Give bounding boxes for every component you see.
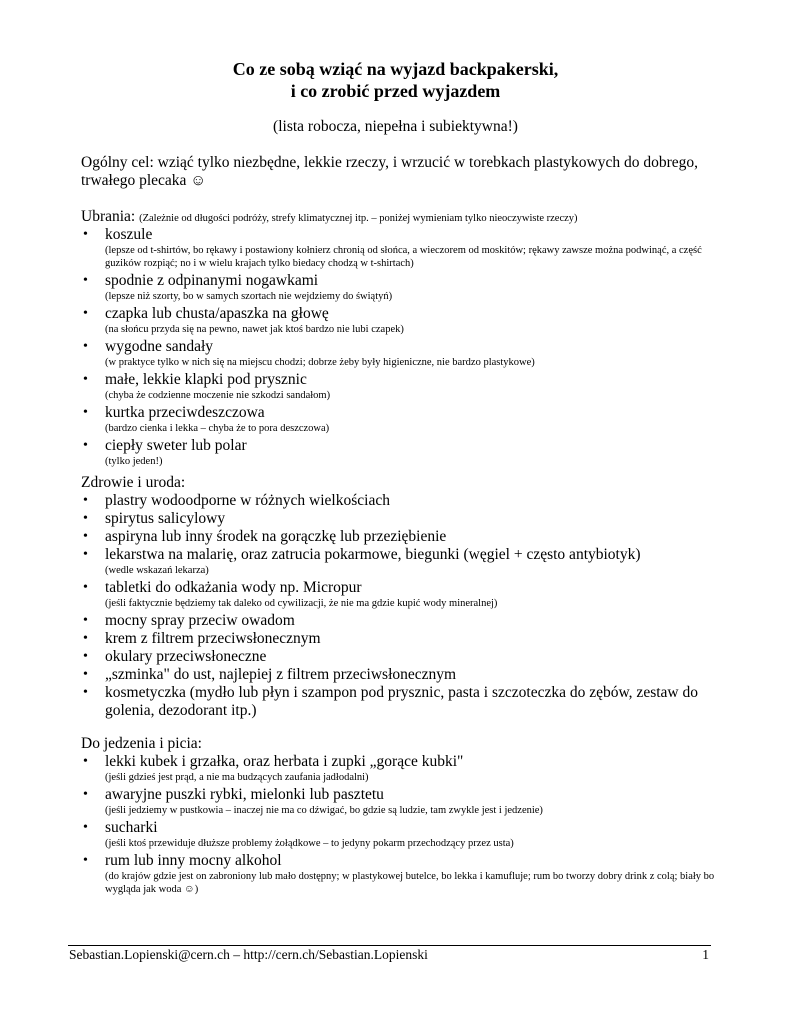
bullet-icon: • <box>83 649 88 664</box>
bullet-icon: • <box>83 580 88 595</box>
list-item-note: (jeśli ktoś przewiduje dłuższe problemy żołądkowe – to jedyny pokarm przechodzący przez usta) <box>105 838 514 849</box>
bullet-icon: • <box>83 631 88 646</box>
document-subtitle: (lista robocza, niepełna i subiektywna!) <box>273 118 518 135</box>
bullet-icon: • <box>83 754 88 769</box>
list-item <box>81 786 721 817</box>
list-item <box>81 579 721 610</box>
list-item <box>81 528 721 546</box>
list-item-note: (tylko jeden!) <box>105 456 163 467</box>
list-item <box>81 272 721 303</box>
list-item-note: (jeśli faktycznie będziemy tak daleko od cywilizacji, że nie ma gdzie kupić wody mineralnej) <box>105 598 498 609</box>
list-item <box>81 852 721 896</box>
list-item <box>81 648 721 666</box>
list-item-text: awaryjne puszki rybki, mielonki lub pasztetu <box>105 786 384 803</box>
bullet-icon: • <box>83 227 88 242</box>
list-item-note: (lepsze od t-shirtów, bo rękawy i postawiony kołnierz chronią od słońca, a wieczorem od moskitów; rękawy zawsze można podwinąć, a część guzików rozpiąć; no i w wielu krajach tylko biedacy chodzą w t-shirtach) <box>105 245 702 269</box>
list-item-text: koszule <box>105 226 153 243</box>
list-item-text: krem z filtrem przeciwsłonecznym <box>105 630 321 647</box>
list-item <box>81 226 721 270</box>
list-item-text: mocny spray przeciw owadom <box>105 612 295 629</box>
list-item <box>81 492 721 510</box>
list-item-text: małe, lekkie klapki pod prysznic <box>105 371 307 388</box>
list-item-text: „szminka" do ust, najlepiej z filtrem przeciwsłonecznym <box>105 666 457 683</box>
clothing-heading-note: (Zależnie od długości podróży, strefy klimatycznej itp. – poniżej wymieniam tylko nieoczywiste rzeczy) <box>139 213 578 224</box>
bullet-icon: • <box>83 372 88 387</box>
bullet-icon: • <box>83 547 88 562</box>
list-item <box>81 546 721 577</box>
list-item <box>81 437 721 468</box>
bullet-icon: • <box>83 853 88 868</box>
bullet-icon: • <box>83 685 88 700</box>
bullet-icon: • <box>83 493 88 508</box>
list-item-note: (wedle wskazań lekarza) <box>105 565 209 576</box>
footer-author-link[interactable]: Sebastian.Lopienski@cern.ch – http://cern.ch/Sebastian.Lopienski <box>69 947 428 962</box>
list-item-note: (chyba że codzienne moczenie nie szkodzi sandałom) <box>105 390 331 401</box>
list-item-text: ciepły sweter lub polar <box>105 437 247 454</box>
bullet-icon: • <box>83 306 88 321</box>
list-item-text: czapka lub chusta/apaszka na głowę <box>105 305 329 322</box>
goal-paragraph: Ogólny cel: wziąć tylko niezbędne, lekkie rzeczy, i wrzucić w torebkach plastykowych do dobrego, trwałego plecaka ☺ <box>81 154 699 189</box>
bullet-icon: • <box>83 529 88 544</box>
clothing-heading-row <box>81 208 721 228</box>
list-item-text: lekarstwa na malarię, oraz zatrucia pokarmowe, biegunki (węgiel + często antybiotyk) <box>105 546 641 563</box>
list-item-note: (jeśli jedziemy w pustkowia – inaczej nie ma co dźwigać, bo gdzie są ludzie, tam zwykle jest i jedzenie) <box>105 805 543 816</box>
page-number: 1 <box>702 947 709 962</box>
bullet-icon: • <box>83 820 88 835</box>
list-item <box>81 684 721 720</box>
list-item-text: spirytus salicylowy <box>105 510 226 527</box>
list-item-text: rum lub inny mocny alkohol <box>105 852 282 869</box>
bullet-icon: • <box>83 511 88 526</box>
bullet-icon: • <box>83 405 88 420</box>
list-item <box>81 371 721 402</box>
list-item-text: wygodne sandały <box>105 338 214 355</box>
document-title <box>0 58 791 102</box>
bullet-icon: • <box>83 273 88 288</box>
list-item-text: sucharki <box>105 819 158 836</box>
list-item-text: okulary przeciwsłoneczne <box>105 648 267 665</box>
footer-divider <box>68 945 711 946</box>
food-heading: Do jedzenia i picia: <box>81 735 202 752</box>
list-item-note: (na słońcu przyda się na pewno, nawet jak ktoś bardzo nie lubi czapek) <box>105 324 404 335</box>
list-item <box>81 510 721 528</box>
list-item-text: aspiryna lub inny środek na gorączkę lub przeziębienie <box>105 528 447 545</box>
list-item <box>81 404 721 435</box>
list-item-text: kosmetyczka (mydło lub płyn i szampon pod prysznic, pasta i szczoteczka do zębów, zestaw do golenia, dezodorant itp.) <box>105 684 698 719</box>
list-item <box>81 819 721 850</box>
list-item <box>81 305 721 336</box>
list-item-text: kurtka przeciwdeszczowa <box>105 404 265 421</box>
health-heading: Zdrowie i uroda: <box>81 474 186 491</box>
list-item <box>81 612 721 630</box>
health-list <box>81 492 721 720</box>
list-item <box>81 338 721 369</box>
clothing-heading: Ubrania: <box>81 208 136 225</box>
bullet-icon: • <box>83 613 88 628</box>
list-item <box>81 753 721 784</box>
list-item-text: spodnie z odpinanymi nogawkami <box>105 272 319 289</box>
title-line-2: i co zrobić przed wyjazdem <box>290 81 501 101</box>
list-item <box>81 666 721 684</box>
list-item-note: (jeśli gdzieś jest prąd, a nie ma budzących zaufania jadłodalni) <box>105 772 369 783</box>
list-item-text: lekki kubek i grzałka, oraz herbata i zupki „gorące kubki" <box>105 753 464 770</box>
list-item-note: (bardzo cienka i lekka – chyba że to pora deszczowa) <box>105 423 330 434</box>
list-item-note: (lepsze niż szorty, bo w samych szortach nie wejdziemy do świątyń) <box>105 291 393 302</box>
bullet-icon: • <box>83 667 88 682</box>
title-line-1: Co ze sobą wziąć na wyjazd backpakerski, <box>232 59 559 79</box>
bullet-icon: • <box>83 339 88 354</box>
list-item-note: (do krajów gdzie jest on zabroniony lub mało dostępny; w plastykowej butelce, bo lekka i kamufluje; rum bo tworzy dobry drink z colą; biały bo wygląda jak woda ☺) <box>105 871 715 895</box>
clothing-list <box>81 226 721 470</box>
bullet-icon: • <box>83 438 88 453</box>
bullet-icon: • <box>83 787 88 802</box>
list-item-note: (w praktyce tylko w nich się na miejscu chodzi; dobrze żeby były higieniczne, nie bardzo plastykowe) <box>105 357 535 368</box>
food-list <box>81 753 721 898</box>
list-item-text: plastry wodoodporne w różnych wielkościach <box>105 492 390 509</box>
list-item-text: tabletki do odkażania wody np. Micropur <box>105 579 362 596</box>
list-item <box>81 630 721 648</box>
